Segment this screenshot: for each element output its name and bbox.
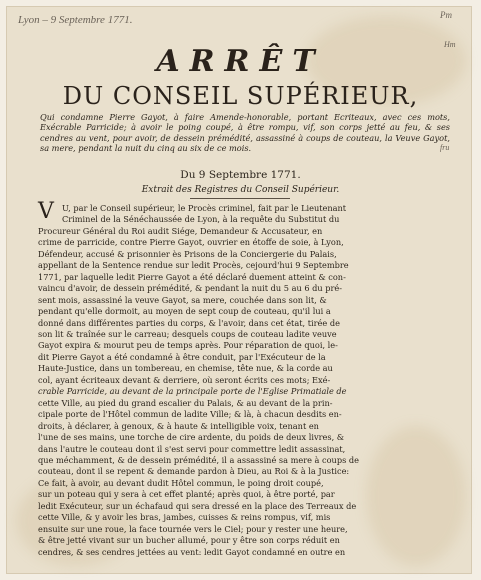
body-line: cipale porte de l'Hôtel commun de ladite Ville; & là, à chacun desdits en-: [38, 409, 342, 420]
body-line: droits, à déclarer, à genoux, & à haute & intelligible voix, tenant en: [38, 420, 319, 431]
body-line: sur un poteau qui y sera à cet effet planté; après quoi, à être porté, par: [38, 489, 335, 500]
registry-extract-heading: Extrait des Registres du Conseil Supérieur.: [141, 185, 340, 195]
body-line: cendres, & ses cendres jettées au vent: ledit Gayot condamné en outre en: [38, 546, 346, 557]
body-line: donné dans différentes parties du corps, & l'avoir, dans cet état, tirée de: [38, 317, 340, 328]
document-title: ARRÊT: [156, 44, 325, 79]
handwritten-annotation-top-right: Pm: [440, 10, 452, 20]
body-line: son lit & traînée sur le carreau; desquels coups de couteau ladite veuve: [38, 328, 337, 339]
body-line: sent mois, assassiné la veuve Gayot, sa mere, couchée dans son lit, &: [38, 294, 327, 305]
body-line: cette Ville, au pied du grand escalier du Palais, & au devant de la prin-: [38, 397, 333, 408]
body-line: & être jetté vivant sur un bucher allumé, pour y être son corps réduit en: [38, 535, 340, 546]
body-line: crime de parricide, contre Pierre Gayot, ouvrier en étoffe de soie, à Lyon,: [38, 237, 344, 248]
body-line: Haute-Justice, dans un tombereau, en chemise, tête nue, & la corde au: [38, 363, 333, 374]
document-date: Du 9 Septembre 1771.: [180, 169, 301, 181]
body-line: l'une de ses mains, une torche de cire ardente, du poids de deux livres, &: [38, 432, 345, 443]
body-line: Ce fait, à avoir, au devant dudit Hôtel commun, le poing droit coupé,: [38, 477, 324, 488]
body-line: couteau, dont il se repent & demande pardon à Dieu, au Roi & à la Justice:: [38, 466, 350, 477]
handwritten-annotation-right: Hm: [444, 40, 456, 49]
body-line: dit Pierre Gayot a été condamné à être conduit, par l'Exécuteur de la: [38, 351, 326, 362]
body-line: U, par le Conseil supérieur, le Procès criminel, fait par le Lieutenant: [62, 203, 347, 213]
drop-cap: V: [38, 199, 54, 224]
body-line: Défendeur, accusé & prisonnier ès Prisons de la Conciergerie du Palais,: [38, 248, 337, 259]
body-line: dans l'autre le couteau dont il s'est servi pour commettre ledit assassinat,: [38, 443, 346, 454]
body-line: que méchamment, & de dessein prémédité, il a assassiné sa mere à coups de: [38, 454, 359, 465]
body-line: Gayot expira & mourut peu de temps après. Pour réparation de quoi, le-: [38, 340, 338, 351]
body-line: vaincu d'avoir, de dessein prémédité, & pendant la nuit du 5 au 6 du pré-: [38, 283, 343, 294]
divider: [190, 198, 290, 199]
body-line: Procureur Général du Roi audit Siége, Demandeur & Accusateur, en: [38, 225, 323, 236]
body-line: pendant qu'elle dormoit, au moyen de sept coup de couteau, qu'il lui a: [38, 306, 331, 317]
body-line: ledit Exécuteur, sur un échafaud qui sera dressé en la place des Terreaux de: [38, 500, 357, 511]
body-line: cette Ville, & y avoir les bras, jambes, cuisses & reins rompus, vif, mis: [38, 512, 331, 523]
document-summary: Qui condamne Pierre Gayot, à faire Amende-honorable, portant Ecriteaux, avec ces mots, Exécrable Parricide; à avoir le poing coupé, à être rompu, vif, son corps jetté au feu, & ses cendres au vent, pour avoir, de dessein prémédité, assassiné à coups de couteau, la Veuve Gayot, sa mere, pendant la nuit du cinq au six de ce mois.: [40, 112, 450, 154]
handwritten-annotation-top-left: Lyon – 9 Septembre 1771.: [18, 14, 133, 26]
document-subtitle-title: DU CONSEIL SUPÉRIEUR,: [62, 82, 419, 110]
body-line: Criminel de la Sénéchaussée de Lyon, à la requête du Substitut du: [62, 214, 340, 225]
body-line: col, ayant écriteaux devant & derriere, où seront écrits ces mots; Exé-: [38, 374, 331, 385]
body-line: appellant de la Sentence rendue sur ledit Procès, cejourd'hui 9 Septembre: [38, 260, 349, 271]
body-line: ensuite sur une roue, la face tournée vers le Ciel; pour y rester une heure,: [38, 523, 348, 534]
body-line: 1771, par laquelle ledit Pierre Gayot a été déclaré duement atteint & con-: [38, 271, 346, 282]
document-body: [38, 203, 458, 558]
handwritten-annotation-right: fru: [440, 143, 450, 152]
body-line: crable Parricide, au devant de la principale porte de l'Eglise Primatiale de: [38, 386, 347, 397]
